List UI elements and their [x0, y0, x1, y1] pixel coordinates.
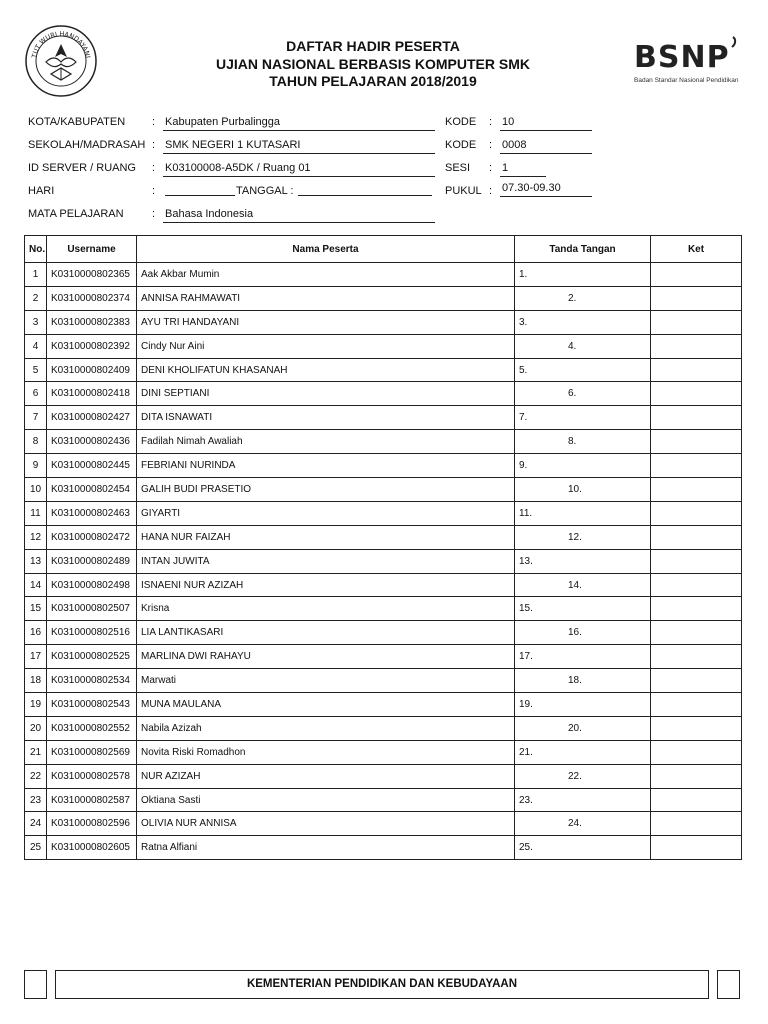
- row-ket[interactable]: [651, 454, 742, 478]
- row-nama: Ratna Alfiani: [137, 836, 515, 860]
- table-row: [25, 573, 742, 597]
- row-no: 7: [25, 406, 47, 430]
- row-ket[interactable]: [651, 645, 742, 669]
- row-ket[interactable]: [651, 693, 742, 717]
- row-username: K0310000802569: [47, 740, 137, 764]
- row-no: 10: [25, 478, 47, 502]
- row-username: K0310000802409: [47, 358, 137, 382]
- bsnp-mark-icon: [728, 36, 738, 48]
- table-row: [25, 621, 742, 645]
- row-tanda-tangan[interactable]: 22.: [515, 764, 651, 788]
- row-no: 20: [25, 716, 47, 740]
- header-ket: Ket: [651, 236, 742, 263]
- table-row: [25, 334, 742, 358]
- row-no: 25: [25, 836, 47, 860]
- document-title: [140, 38, 606, 91]
- tut-wuri-handayani-logo: [24, 24, 98, 98]
- row-username: K0310000802534: [47, 669, 137, 693]
- row-nama: Cindy Nur Aini: [137, 334, 515, 358]
- row-no: 14: [25, 573, 47, 597]
- sesi-label: SESI: [445, 162, 471, 174]
- table-row: [25, 788, 742, 812]
- title-line-2: UJIAN NASIONAL BERBASIS KOMPUTER SMK: [216, 55, 530, 72]
- row-tanda-tangan[interactable]: 7.: [515, 406, 651, 430]
- row-ket[interactable]: [651, 812, 742, 836]
- table-row: [25, 645, 742, 669]
- row-no: 2: [25, 286, 47, 310]
- row-no: 16: [25, 621, 47, 645]
- row-tanda-tangan[interactable]: 2.: [515, 286, 651, 310]
- row-username: K0310000802587: [47, 788, 137, 812]
- table-row: [25, 454, 742, 478]
- tanggal-label: TANGGAL :: [236, 185, 294, 197]
- table-row: [25, 740, 742, 764]
- row-username: K0310000802578: [47, 764, 137, 788]
- row-nama: GALIH BUDI PRASETIO: [137, 478, 515, 502]
- table-header-row: [25, 236, 742, 263]
- row-tanda-tangan[interactable]: 17.: [515, 645, 651, 669]
- row-nama: OLIVIA NUR ANNISA: [137, 812, 515, 836]
- colon: :: [489, 162, 493, 174]
- table-row: [25, 478, 742, 502]
- footer-left-box: [24, 970, 47, 999]
- row-nama: Marwati: [137, 669, 515, 693]
- bsnp-brand-text: BSNP: [634, 40, 730, 75]
- row-ket[interactable]: [651, 525, 742, 549]
- title-line-1: DAFTAR HADIR PESERTA: [286, 38, 460, 54]
- row-username: K0310000802507: [47, 597, 137, 621]
- row-tanda-tangan[interactable]: 21.: [515, 740, 651, 764]
- row-ket[interactable]: [651, 310, 742, 334]
- row-nama: DITA ISNAWATI: [137, 406, 515, 430]
- row-ket[interactable]: [651, 286, 742, 310]
- row-tanda-tangan[interactable]: 8.: [515, 430, 651, 454]
- colon: :: [152, 208, 156, 220]
- pukul-value: 07.30-09.30: [500, 182, 592, 197]
- footer-right-box: [717, 970, 740, 999]
- bsnp-subtitle: Badan Standar Nasional Pendidikan: [634, 77, 739, 84]
- header-no: No.: [25, 236, 47, 263]
- row-no: 19: [25, 693, 47, 717]
- row-username: K0310000802552: [47, 716, 137, 740]
- row-no: 12: [25, 525, 47, 549]
- table-row: [25, 764, 742, 788]
- row-nama: Aak Akbar Mumin: [137, 263, 515, 287]
- kode2-label: KODE: [445, 139, 477, 151]
- row-nama: INTAN JUWITA: [137, 549, 515, 573]
- row-ket[interactable]: [651, 836, 742, 860]
- hari-blank-line: [165, 195, 235, 196]
- row-no: 23: [25, 788, 47, 812]
- footer-ministry: KEMENTERIAN PENDIDIKAN DAN KEBUDAYAAN: [55, 970, 709, 999]
- row-username: K0310000802498: [47, 573, 137, 597]
- row-username: K0310000802427: [47, 406, 137, 430]
- row-tanda-tangan[interactable]: 12.: [515, 525, 651, 549]
- table-row: [25, 549, 742, 573]
- row-no: 9: [25, 454, 47, 478]
- kota-label: KOTA/KABUPATEN: [28, 116, 126, 128]
- colon: :: [152, 139, 156, 151]
- row-tanda-tangan[interactable]: 13.: [515, 549, 651, 573]
- row-username: K0310000802605: [47, 836, 137, 860]
- table-row: [25, 669, 742, 693]
- row-tanda-tangan[interactable]: 15.: [515, 597, 651, 621]
- row-no: 24: [25, 812, 47, 836]
- row-nama: AYU TRI HANDAYANI: [137, 310, 515, 334]
- row-nama: Krisna: [137, 597, 515, 621]
- pukul-label: PUKUL: [445, 185, 482, 197]
- row-ket[interactable]: [651, 478, 742, 502]
- table-row: [25, 382, 742, 406]
- row-username: K0310000802596: [47, 812, 137, 836]
- table-row: [25, 406, 742, 430]
- table-row: [25, 286, 742, 310]
- table-row: [25, 501, 742, 525]
- mapel-label: MATA PELAJARAN: [28, 208, 124, 220]
- row-username: K0310000802516: [47, 621, 137, 645]
- table-row: [25, 263, 742, 287]
- mapel-value: Bahasa Indonesia: [163, 208, 435, 223]
- row-tanda-tangan[interactable]: 14.: [515, 573, 651, 597]
- colon: :: [489, 116, 493, 128]
- row-no: 22: [25, 764, 47, 788]
- row-ket[interactable]: [651, 263, 742, 287]
- row-no: 21: [25, 740, 47, 764]
- table-row: [25, 310, 742, 334]
- row-no: 4: [25, 334, 47, 358]
- row-nama: FEBRIANI NURINDA: [137, 454, 515, 478]
- row-nama: Oktiana Sasti: [137, 788, 515, 812]
- row-tanda-tangan[interactable]: 20.: [515, 716, 651, 740]
- row-ket[interactable]: [651, 716, 742, 740]
- row-no: 18: [25, 669, 47, 693]
- row-username: K0310000802543: [47, 693, 137, 717]
- row-username: K0310000802374: [47, 286, 137, 310]
- row-username: K0310000802489: [47, 549, 137, 573]
- row-ket[interactable]: [651, 549, 742, 573]
- row-ket[interactable]: [651, 669, 742, 693]
- tanggal-blank-line: [298, 195, 432, 196]
- colon: :: [152, 116, 156, 128]
- row-no: 6: [25, 382, 47, 406]
- table-row: [25, 358, 742, 382]
- row-no: 11: [25, 501, 47, 525]
- row-nama: LIA LANTIKASARI: [137, 621, 515, 645]
- row-ket[interactable]: [651, 501, 742, 525]
- row-nama: MUNA MAULANA: [137, 693, 515, 717]
- row-tanda-tangan[interactable]: 16.: [515, 621, 651, 645]
- server-label: ID SERVER / RUANG: [28, 162, 136, 174]
- row-ket[interactable]: [651, 382, 742, 406]
- hari-label: HARI: [28, 185, 55, 197]
- header-tanda-tangan: Tanda Tangan: [515, 236, 651, 263]
- kode1-label: KODE: [445, 116, 477, 128]
- row-nama: Novita Riski Romadhon: [137, 740, 515, 764]
- row-nama: MARLINA DWI RAHAYU: [137, 645, 515, 669]
- row-username: K0310000802383: [47, 310, 137, 334]
- row-no: 15: [25, 597, 47, 621]
- server-value: K03100008-A5DK / Ruang 01: [163, 162, 435, 177]
- row-tanda-tangan[interactable]: 1.: [515, 263, 651, 287]
- row-ket[interactable]: [651, 334, 742, 358]
- row-tanda-tangan[interactable]: 10.: [515, 478, 651, 502]
- row-ket[interactable]: [651, 430, 742, 454]
- row-nama: ISNAENI NUR AZIZAH: [137, 573, 515, 597]
- row-ket[interactable]: [651, 406, 742, 430]
- row-tanda-tangan[interactable]: 18.: [515, 669, 651, 693]
- row-tanda-tangan[interactable]: 5.: [515, 358, 651, 382]
- row-ket[interactable]: [651, 621, 742, 645]
- table-row: [25, 430, 742, 454]
- row-ket[interactable]: [651, 573, 742, 597]
- row-tanda-tangan[interactable]: 9.: [515, 454, 651, 478]
- row-username: K0310000802472: [47, 525, 137, 549]
- row-username: K0310000802392: [47, 334, 137, 358]
- table-row: [25, 597, 742, 621]
- header-username: Username: [47, 236, 137, 263]
- row-tanda-tangan[interactable]: 25.: [515, 836, 651, 860]
- row-nama: ANNISA RAHMAWATI: [137, 286, 515, 310]
- row-username: K0310000802445: [47, 454, 137, 478]
- row-ket[interactable]: [651, 597, 742, 621]
- table-row: [25, 836, 742, 860]
- title-line-3: TAHUN PELAJARAN 2018/2019: [269, 73, 477, 89]
- kode1-value: 10: [500, 116, 592, 131]
- row-no: 8: [25, 430, 47, 454]
- row-ket[interactable]: [651, 788, 742, 812]
- row-username: K0310000802454: [47, 478, 137, 502]
- row-tanda-tangan[interactable]: 6.: [515, 382, 651, 406]
- sesi-value: 1: [500, 162, 546, 177]
- row-nama: GIYARTI: [137, 501, 515, 525]
- attendance-table: [24, 235, 742, 860]
- row-nama: Nabila Azizah: [137, 716, 515, 740]
- row-tanda-tangan[interactable]: 3.: [515, 310, 651, 334]
- row-nama: HANA NUR FAIZAH: [137, 525, 515, 549]
- table-row: [25, 812, 742, 836]
- row-nama: NUR AZIZAH: [137, 764, 515, 788]
- row-username: K0310000802365: [47, 263, 137, 287]
- row-no: 13: [25, 549, 47, 573]
- bsnp-logo: [630, 36, 740, 88]
- row-username: K0310000802418: [47, 382, 137, 406]
- kota-value: Kabupaten Purbalingga: [163, 116, 435, 131]
- row-no: 5: [25, 358, 47, 382]
- row-username: K0310000802525: [47, 645, 137, 669]
- header-nama: Nama Peserta: [137, 236, 515, 263]
- row-tanda-tangan[interactable]: 4.: [515, 334, 651, 358]
- colon: :: [489, 185, 493, 197]
- row-tanda-tangan[interactable]: 24.: [515, 812, 651, 836]
- sekolah-value: SMK NEGERI 1 KUTASARI: [163, 139, 435, 154]
- row-username: K0310000802436: [47, 430, 137, 454]
- row-nama: DENI KHOLIFATUN KHASANAH: [137, 358, 515, 382]
- row-nama: Fadilah Nimah Awaliah: [137, 430, 515, 454]
- sekolah-label: SEKOLAH/MADRASAH: [28, 139, 146, 151]
- row-no: 17: [25, 645, 47, 669]
- colon: :: [489, 139, 493, 151]
- row-username: K0310000802463: [47, 501, 137, 525]
- row-tanda-tangan[interactable]: 23.: [515, 788, 651, 812]
- table-row: [25, 716, 742, 740]
- table-row: [25, 525, 742, 549]
- row-ket[interactable]: [651, 740, 742, 764]
- row-ket[interactable]: [651, 358, 742, 382]
- row-tanda-tangan[interactable]: 19.: [515, 693, 651, 717]
- colon: :: [152, 185, 156, 197]
- row-no: 3: [25, 310, 47, 334]
- row-nama: DINI SEPTIANI: [137, 382, 515, 406]
- colon: :: [152, 162, 156, 174]
- kode2-value: 0008: [500, 139, 592, 154]
- row-no: 1: [25, 263, 47, 287]
- svg-text:TUT WURI HANDAYANI: TUT WURI HANDAYANI: [30, 29, 92, 59]
- table-row: [25, 693, 742, 717]
- row-ket[interactable]: [651, 764, 742, 788]
- row-tanda-tangan[interactable]: 11.: [515, 501, 651, 525]
